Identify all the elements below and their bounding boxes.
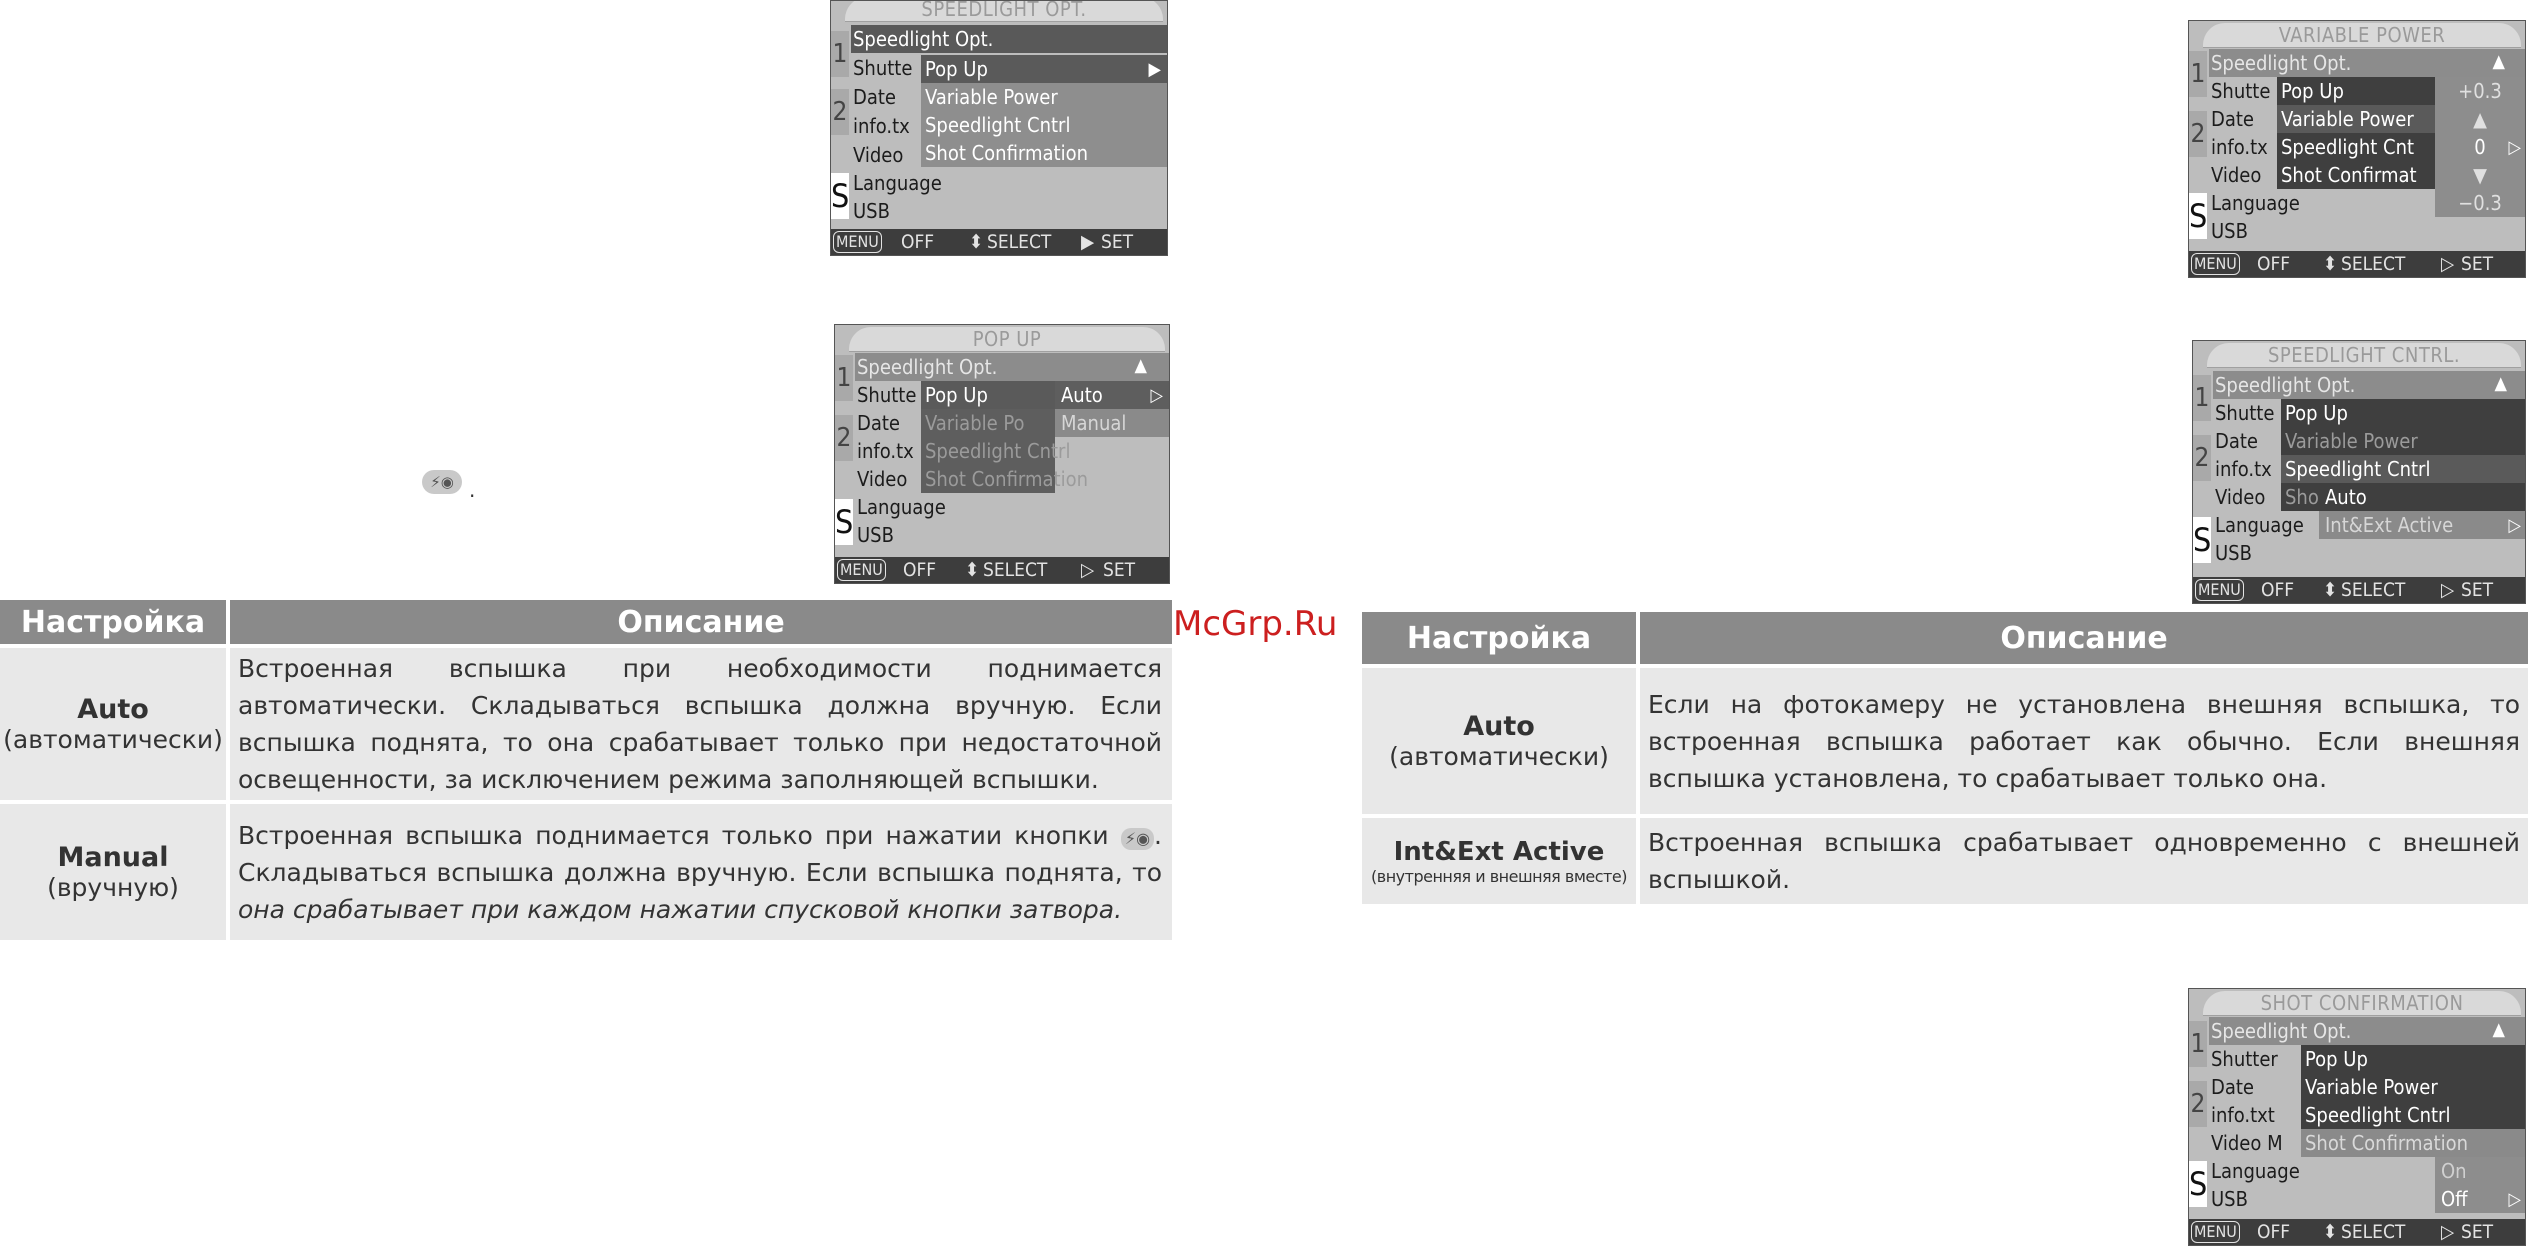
menu-item-speedlight-opt[interactable]: Speedlight Opt. [2209, 1017, 2525, 1045]
tab-1: 1 [2189, 51, 2207, 97]
submenu-item-variable-power[interactable]: Variable Power [2305, 1075, 2438, 1099]
menu-item-video[interactable]: Video [2215, 485, 2266, 509]
power-value-plus[interactable]: +0.3 [2458, 79, 2502, 103]
down-arrow-icon[interactable]: ▼ [2473, 163, 2487, 187]
menu-item-video[interactable]: Video M [2211, 1131, 2283, 1155]
option-on[interactable]: On [2441, 1159, 2467, 1183]
tab-2: 2 [831, 89, 849, 135]
flash-button-icon: ⚡◉ [1121, 828, 1154, 850]
menu-item-usb[interactable]: USB [2211, 1187, 2248, 1211]
menu-item-usb[interactable]: USB [857, 523, 894, 547]
menu-item-language[interactable]: Language [2211, 191, 2300, 215]
description-cell: Если на фотокамеру не установлена внешняя вспышка, то встроенная вспышка работает как обычно. Если внешняя вспышка установлена, то срабатывает только она. [1638, 666, 2528, 816]
camera-screen-variable-power [2188, 20, 2526, 278]
menu-button-label: MENU [837, 559, 886, 581]
right-arrow-icon: ▶ [1148, 59, 1161, 80]
submenu [921, 55, 1167, 167]
submenu-item-speedlight-cntrl[interactable]: Speedlight Cntrl [925, 439, 1071, 463]
setting-cell [1362, 666, 1638, 816]
footer-set: SET [2461, 1221, 2494, 1243]
up-arrow-icon: ▲ [2492, 1019, 2505, 1040]
setting-cell [0, 802, 228, 940]
submenu-item-speedlight-cntrl[interactable]: Speedlight Cntrl [2305, 1103, 2451, 1127]
setting-subtitle: (автоматически) [3, 725, 223, 754]
footer-off: OFF [903, 559, 937, 581]
menu-button-label: MENU [2195, 579, 2244, 601]
up-arrow-icon: ▲ [2494, 373, 2507, 394]
menu-item-usb[interactable]: USB [2211, 219, 2248, 243]
up-down-icon: ⬍ [2323, 1221, 2338, 1243]
table-speedlight-cntrl-settings [1362, 612, 2528, 904]
menu-item-info[interactable]: info.tx [2211, 135, 2268, 159]
right-arrow-icon: ▷ [2441, 253, 2455, 275]
camera-screen-speedlight-opt [830, 0, 1168, 256]
footer-off: OFF [2257, 1221, 2291, 1243]
description-text-italic: она срабатывает при каждом нажатии спусковой кнопки затвора. [238, 894, 1123, 924]
table-row [0, 802, 1172, 940]
menu-item-speedlight-opt[interactable]: Speedlight Opt. [851, 25, 1167, 53]
menu-item-date[interactable]: Date [857, 411, 901, 435]
menu-item-language[interactable]: Language [2215, 513, 2304, 537]
up-arrow-icon[interactable]: ▲ [2473, 107, 2487, 131]
screen-title: SPEEDLIGHT CNTRL. [2207, 343, 2521, 368]
submenu-item-speedlight-cntrl[interactable]: Speedlight Cntrl [921, 111, 1167, 139]
menu-item-speedlight-opt[interactable]: Speedlight Opt. [2209, 49, 2525, 77]
submenu-item-pop-up[interactable]: Pop Up [2281, 79, 2344, 103]
setting-cell [0, 646, 228, 802]
menu-item-date[interactable]: Date [2211, 107, 2255, 131]
submenu-item-shot-confirmation[interactable]: Sho [2285, 485, 2319, 509]
tab-setup: S [831, 173, 849, 219]
menu-item-shutter[interactable]: Shutte [2211, 79, 2271, 103]
flash-button-icon: ⚡◉ [422, 470, 462, 494]
menu-item-usb[interactable]: USB [853, 199, 890, 223]
menu-item-usb[interactable]: USB [2215, 541, 2252, 565]
tab-setup: S [835, 499, 853, 545]
menu-item-speedlight-opt[interactable]: Speedlight Opt. [2213, 371, 2525, 399]
table-row [1362, 816, 2528, 904]
camera-screen-speedlight-cntrl [2192, 340, 2526, 604]
right-arrow-icon: ▷ [2508, 137, 2521, 158]
description-text: . Складываться вспышка должна вручную. Если вспышка поднята, то [238, 820, 1162, 887]
tab-setup: S [2189, 1161, 2207, 1207]
tab-setup: S [2193, 517, 2211, 563]
option-int-ext-active[interactable]: Int&Ext Active [2319, 511, 2525, 539]
submenu-item-variable-power[interactable]: Variable Power [921, 83, 1167, 111]
menu-item-speedlight-opt[interactable]: Speedlight Opt. [855, 353, 1169, 381]
menu-item-shutter[interactable]: Shutter [2211, 1047, 2278, 1071]
table-row [0, 646, 1172, 802]
power-value-minus[interactable]: −0.3 [2458, 191, 2502, 215]
menu-item-date[interactable]: Date [2211, 1075, 2255, 1099]
right-arrow-icon: ▷ [1081, 559, 1095, 581]
screen-title: SHOT CONFIRMATION [2203, 991, 2521, 1016]
option-manual[interactable]: Manual [1055, 409, 1169, 437]
screen-footer [2193, 577, 2525, 603]
menu-item-shutter[interactable]: Shutte [2215, 401, 2275, 425]
submenu-item-variable-power[interactable]: Variable Power [2285, 429, 2418, 453]
submenu-item-pop-up[interactable]: Pop Up [2305, 1047, 2368, 1071]
footer-set: SET [1101, 231, 1134, 253]
menu-item-video[interactable]: Video [853, 143, 904, 167]
menu-item-info[interactable]: info.tx [857, 439, 914, 463]
right-arrow-icon: ▷ [2508, 515, 2521, 536]
menu-item-language[interactable]: Language [2211, 1159, 2300, 1183]
submenu-item-pop-up[interactable]: Pop Up [2285, 401, 2348, 425]
tab-2: 2 [2189, 111, 2207, 157]
menu-button-label: MENU [833, 231, 882, 253]
screen-title: VARIABLE POWER [2203, 23, 2521, 48]
screen-footer [835, 557, 1169, 583]
up-down-icon: ⬍ [969, 231, 984, 253]
camera-screen-pop-up [834, 324, 1170, 584]
menu-item-info[interactable]: info.txt [2211, 1103, 2275, 1127]
right-arrow-icon: ▷ [2508, 1189, 2521, 1210]
submenu-item-shot-confirmation[interactable]: Shot Confirmation [925, 467, 1088, 491]
menu-item-language[interactable]: Language [853, 171, 942, 195]
menu-item-date[interactable]: Date [2215, 429, 2259, 453]
power-value-zero[interactable]: 0 [2435, 133, 2525, 161]
footer-set: SET [1103, 559, 1136, 581]
submenu [2277, 77, 2435, 189]
footer-select: SELECT [2341, 1221, 2406, 1243]
description-cell [228, 802, 1172, 940]
submenu [2301, 1045, 2525, 1157]
setting-name: Auto [1463, 711, 1535, 742]
tab-2: 2 [2189, 1081, 2207, 1127]
menu-item-shutter[interactable]: Shutte [857, 383, 917, 407]
submenu-item-pop-up[interactable]: Pop Up [921, 55, 1167, 83]
footer-set: SET [2461, 579, 2494, 601]
setting-name: Manual [57, 842, 169, 873]
options-list [2319, 483, 2525, 539]
tab-1: 1 [2189, 1021, 2207, 1067]
column-header-setting: Настройка [0, 600, 228, 646]
option-auto[interactable]: Auto [2325, 485, 2367, 509]
tab-1: 1 [835, 355, 853, 401]
footer-select: SELECT [2341, 253, 2406, 275]
menu-item-shutter[interactable]: Shutte [853, 56, 913, 80]
column-header-setting: Настройка [1362, 612, 1638, 666]
setting-subtitle: (автоматически) [1389, 742, 1609, 771]
screen-footer [2189, 1219, 2525, 1245]
tab-2: 2 [2193, 435, 2211, 481]
footer-select: SELECT [987, 231, 1052, 253]
setting-subtitle: (внутренняя и внешняя вместе) [1371, 866, 1627, 886]
tab-1: 1 [831, 31, 849, 77]
camera-screen-shot-confirmation [2188, 988, 2526, 1246]
submenu-item-shot-confirmation[interactable]: Shot Confirmat [2281, 163, 2417, 187]
up-arrow-icon: ▲ [2492, 51, 2505, 72]
column-header-description: Описание [1638, 612, 2528, 666]
menu-item-video[interactable]: Video [857, 467, 908, 491]
up-down-icon: ⬍ [2323, 579, 2338, 601]
table-pop-up-settings [0, 600, 1172, 940]
up-down-icon: ⬍ [2323, 253, 2338, 275]
setting-name: Auto [77, 694, 149, 725]
screen-footer [831, 229, 1167, 255]
right-arrow-icon: ▷ [2441, 1221, 2455, 1243]
submenu-item-shot-confirmation[interactable]: Shot Confirmation [921, 139, 1167, 167]
up-down-icon: ⬍ [965, 559, 980, 581]
menu-item-info[interactable]: info.tx [2215, 457, 2272, 481]
menu-item-video[interactable]: Video [2211, 163, 2262, 187]
setting-cell [1362, 816, 1638, 904]
submenu-item-pop-up[interactable]: Pop Up [921, 381, 1055, 409]
tab-2: 2 [835, 415, 853, 461]
description-cell: Встроенная вспышка при необходимости поднимается автоматически. Складываться вспышка должна вручную. Если вспышка поднята, то она срабатывает только при недостаточной освещенности, за исключением режима заполняющей вспышки. [228, 646, 1172, 802]
menu-button-label: MENU [2191, 1221, 2240, 1243]
description-cell: Встроенная вспышка срабатывает одновременно с внешней вспышкой. [1638, 816, 2528, 904]
setting-subtitle: (вручную) [47, 873, 179, 902]
screen-title: POP UP [849, 327, 1165, 352]
submenu-item-speedlight-cntrl[interactable]: Speedlight Cnt [2281, 135, 2415, 159]
footer-select: SELECT [2341, 579, 2406, 601]
menu-item-language[interactable]: Language [857, 495, 946, 519]
footer-off: OFF [901, 231, 935, 253]
up-arrow-icon: ▲ [1134, 355, 1147, 376]
description-text: Встроенная вспышка поднимается только при нажатии кнопки [238, 820, 1109, 850]
column-header-description: Описание [228, 600, 1172, 646]
submenu-item-variable-power[interactable]: Variable Power [2277, 105, 2435, 133]
menu-item-info[interactable]: info.tx [853, 114, 910, 138]
right-arrow-icon: ▶ [1081, 231, 1095, 253]
right-arrow-icon: ▷ [2441, 579, 2455, 601]
option-off[interactable]: Off [2441, 1187, 2468, 1211]
menu-item-date[interactable]: Date [853, 85, 897, 109]
screen-footer [2189, 251, 2525, 277]
submenu-item-variable-power[interactable]: Variable Po [925, 411, 1025, 435]
setting-name: Int&Ext Active [1393, 836, 1605, 867]
watermark: McGrp.Ru [1173, 604, 1338, 644]
option-auto[interactable]: Auto [1061, 383, 1103, 407]
footer-off: OFF [2261, 579, 2295, 601]
tab-1: 1 [2193, 375, 2211, 421]
tab-setup: S [2189, 193, 2207, 239]
sentence-period: . [469, 478, 476, 502]
screen-title: SPEEDLIGHT OPT. [845, 0, 1163, 22]
footer-select: SELECT [983, 559, 1048, 581]
menu-button-label: MENU [2191, 253, 2240, 275]
table-row [1362, 666, 2528, 816]
footer-off: OFF [2257, 253, 2291, 275]
submenu-item-speedlight-cntrl[interactable]: Speedlight Cntrl [2281, 455, 2525, 483]
right-arrow-icon: ▷ [1150, 385, 1163, 406]
footer-set: SET [2461, 253, 2494, 275]
submenu-item-shot-confirmation[interactable]: Shot Confirmation [2301, 1129, 2525, 1157]
